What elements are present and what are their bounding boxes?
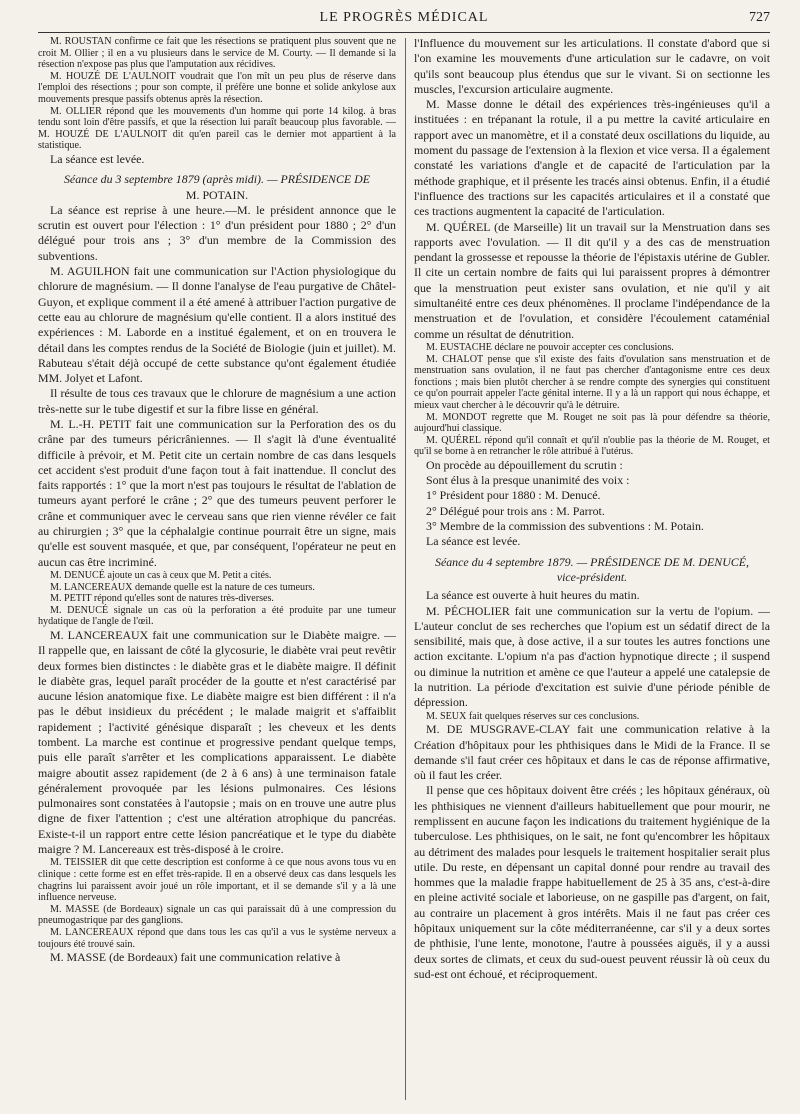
page-number: 727 — [749, 10, 770, 25]
paragraph: M. OLLIER répond que les mouvements d'un homme qui porte 14 kilog. à bras tendu sont loin d'être passifs, et que la résection lui paraît beaucoup plus favorable. — M. HOUZÉ DE L'AULNOIT dit qu'en pareil cas le dernier mot appartient à la statistique. — [38, 105, 396, 152]
paragraph: M. MONDOT regrette que M. Rouget ne soit pas là pour défendre sa théorie, aujourd'hui classique. — [414, 411, 770, 435]
section-heading: Séance du 4 septembre 1879. — PRÉSIDENCE DE M. DENUCÉ, vice-président. — [435, 554, 749, 584]
paragraph: La séance est reprise à une heure.—M. le président annonce que le scrutin est ouvert pour l'élection : 1° d'un président pour 1880 ; 2° d'un délégué pour trois ans ; 3° d'un membre de la Commission des subventions. — [38, 202, 396, 263]
paragraph: M. AGUILHON fait une communication sur l'Action physiologique du chlorure de magnésium. — Il donne l'analyse de l'eau purgative de Châtel-Guyon, et explique comment il a été amené à attribuer l'action purgative de cette eau au chlorure de magnésium qu'elle contient. Il a alors institué des expériences : M. Laborde en a institué également, et on en trouvera le détail dans les comptes rendus de la Société de Biologie (juin et juillet). M. Rabuteau s'était déjà occupé de cette substance qu'ont également étudiée MM. Jolyet et Lafont. — [38, 264, 396, 386]
paragraph: On procède au dépouillement du scrutin : — [426, 457, 623, 472]
paragraph: M. LANCEREAUX répond que dans tous les cas qu'il a vus le système nerveux a toujours été trouvé sain. — [38, 926, 396, 950]
paragraph: M. EUSTACHE déclare ne pouvoir accepter ces conclusions. — [426, 341, 674, 353]
paragraph: 2° Délégué pour trois ans : M. Parrot. — [426, 503, 605, 518]
paragraph: M. Masse donne le détail des expériences très-ingénieuses qu'il a instituées : en trépanant la rotule, il a pu mettre la cavité articulaire en rapport avec un manomètre, et il a constaté deux oscillations du liquide, au moment du passage de l'extension à la flexion et vice versa. Il a également constaté les variations d'angle et de capacité de l'articulation par la méthode graphique, et il présente les tracés ainsi obtenus. Enfin, il a étudié l'influence des tractions sur les capacités articulaires et il a constaté que ces tractions augmentent la capacité de l'articulation. — [414, 97, 770, 219]
paragraph: La séance est ouverte à huit heures du matin. — [426, 588, 640, 603]
right-column — [414, 36, 770, 1106]
paragraph: M. PETIT répond qu'elles sont de natures très-diverses. — [50, 593, 274, 605]
paragraph: M. ROUSTAN confirme ce fait que les résections se pratiquent plus souvent que ne croit M. Ollier ; il en a vu plusieurs dans le service de M. Courty. — Il demande si la résection n'expose pas plus que l'amputation aux récidives. — [38, 36, 396, 71]
paragraph: M. SEUX fait quelques réserves sur ces conclusions. — [426, 710, 640, 722]
paragraph: M. TEISSIER dit que cette description est conforme à ce que nous avons tous vu en clinique : cette forme est en effet très-rapide. Il en a observé deux cas dans lesquels les chagrins lui paraissent avoir joué un rôle important, et il se demande s'il y a là une influence nerveuse. — [38, 857, 396, 904]
column-divider — [405, 38, 406, 1100]
paragraph: Il résulte de tous ces travaux que le chlorure de magnésium a une action très-nette sur le tube digestif et sur la fibre lisse en général. — [38, 386, 396, 416]
paragraph: 3° Membre de la commission des subventions : M. Potain. — [426, 519, 704, 534]
paragraph: Sont élus à la presque unanimité des voix : — [426, 473, 630, 488]
paragraph: M. DE MUSGRAVE-CLAY fait une communication relative à la Création d'hôpitaux pour les phthisiques dans le Midi de la France. Il se demande s'il faut créer ces hôpitaux et dans le cas de réponse affirmative, où il faut les créer. — [414, 722, 770, 783]
paragraph: l'Influence du mouvement sur les articulations. Il constate d'abord que si l'on examine les mouvements d'une articulation sur le cadavre, on voit qu'ils sont beaucoup plus étendus que sur le vivant. Si on sectionne les muscles, l'excursion articulaire augmente. — [414, 36, 770, 96]
header-rule — [38, 32, 770, 33]
paragraph: M. MASSE (de Bordeaux) signale un cas qui paraissait dû à une compression du pneumogastrique par des ganglions. — [38, 903, 396, 927]
section-heading: Séance du 3 septembre 1879 (après midi). — PRÉSIDENCE DE M. POTAIN. — [63, 172, 370, 202]
paragraph: La séance est levée. — [426, 534, 521, 549]
paragraph: M. L.-H. PETIT fait une communication sur la Perforation des os du crâne par des tumeurs péricrâniennes. — Il s'agit là d'une éventualité difficile à prévoir, et M. Petit cite un certain nombre de cas dans lesquels cet accident s'est produit d'une façon tout à fait inattendue. Il conclut des faits rapportés : 1° que la mort n'est pas toujours le résultat de l'ablation de tumeurs ayant perforé le crâne ; 2° que des tumeurs peuvent perforer le crâne et communiquer avec le cerveau sans que rien vienne révéler ce fait au chirurgien ; 3° que la céphalalgie continue pourrait être un signe, mais qu'elle est souvent masquée, et que, par conséquent, l'opérateur ne peut en aucun cas être incriminé. — [38, 416, 396, 569]
paragraph: 1° Président pour 1880 : M. Denucé. — [426, 488, 601, 503]
running-header — [38, 4, 770, 40]
paragraph: La séance est levée. — [50, 151, 145, 166]
paragraph: M. CHALOT pense que s'il existe des faits d'ovulation sans menstruation et de menstruation sans ovulation, il ne faut pas chercher d'antagonisme entre ces deux fonctions ; mais bien plutôt chercher à se rendre compte des synergies qui constituent ce qu'on pourrait appeler l'acte génital interne. Il y a là un rapport qui nous échappe, et mieux vaut chercher à le découvrir qu'à le détruire. — [414, 353, 770, 411]
paragraph: M. QUÉREL (de Marseille) lit un travail sur la Menstruation dans ses rapports avec l'ovulation. — Il dit qu'il y a des cas de menstruation pendant la grossesse et repousse la théorie de l'épistaxis utérine de Gubler. Il cite un certain nombre de faits qui lui paraissent propres à démontrer que la menstruation peut exister sans ovulation, et nie qu'il y ait simultanéité entre ces deux phénomènes. Il proclame l'indépendance de la menstruation et de l'ovulation, et considère l'écoulement cataménial comme un résultat de dénutrition. — [414, 219, 770, 341]
journal-title: LE PROGRÈS MÉDICAL — [319, 10, 489, 25]
left-column — [38, 36, 396, 1106]
paragraph: M. LANCEREAUX fait une communication sur le Diabète maigre. — Il rappelle que, en laissant de côté la glycosurie, le diabète vrai peut revêtir deux formes bien distinctes : le diabète gras et le diabète maigre. Il définit le diabète gras, lequel paraît procéder de la goutte et n'est caractérisé par aucune lésion anatomique fixe. Le diabète maigre est bien différent : il n'a pas le début insidieux du précédent ; le malade maigrit et s'affaiblit rapidement ; l'activité génésique disparaît ; les cheveux et les dents tombent. La marche est continue et progressive pendant quelque temps, puis elle paraît s'arrêter et les complications apparaissent. Le diabète maigre aboutit assez rapidement (de 2 à 6 ans) à une terminaison fatale généralement provoquée par les lésions pulmonaires. Ces lésions pulmonaires sont constatées à l'autopsie ; mais on en trouve une autre plus digne de fixer l'attention ; c'est une altération atrophique du pancréas. Existe-t-il un rapport entre cette lésion pancréatique et le type du diabète maigre ? M. Lancereaux est très-disposé à le croire. — [38, 627, 396, 857]
paragraph: M. MASSE (de Bordeaux) fait une communication relative à — [50, 950, 341, 965]
paragraph: M. LANCEREAUX demande quelle est la nature de ces tumeurs. — [50, 581, 315, 593]
paragraph: M. DENUCÉ signale un cas où la perforation a été produite par une tumeur hydatique de l'angle de l'œil. — [38, 604, 396, 628]
paragraph: Il pense que ces hôpitaux doivent être créés ; les hôpitaux généraux, où les phthisiques ne viennent d'ailleurs habituellement que pour mourir, ne remplissent en aucune façon les indications du traitement hygiénique de la tuberculose. Les phthisiques, on le sait, ne font qu'encombrer les hôpitaux au détriment des malades pour lesquels le traitement hospitalier serait plus utile. Du reste, en dépensant un capital donné pour rendre au travail des hommes que la maladie frappe habituellement de 25 à 35 ans, c'est-à-dire en pleine activité sociale et laborieuse, on ne gaspille pas d'argent, on fait, au contraire un placement à gros intérêts. Mais il ne faut pas créer ces hôpitaux uniquement sur la côte méditerranéenne, car s'il y a deux sortes de phthisie, l'une lente, monotone, l'autre à poussées aiguës, il y a aussi deux sortes de climats, et ceux du sud-ouest peuvent réussir là où ceux du sud-est ont échoué, et réciproquement. — [414, 783, 770, 981]
paragraph: M. DENUCÉ ajoute un cas à ceux que M. Petit a cités. — [50, 569, 272, 581]
paragraph: M. HOUZÉ DE L'AULNOIT voudrait que l'on mît un peu plus de réserve dans l'emploi des résections ; pour son compte, il préfère une bonne et solide ankylose aux mouvements presque passifs obtenus après la résection. — [38, 70, 396, 105]
paragraph: M. PÉCHOLIER fait une communication sur la vertu de l'opium. — L'auteur conclut de ses recherches que l'opium est un sédatif direct de la sensibilité, mais que, à dose active, il a sur toutes les autres fonctions une action excitante. L'opium n'a pas d'action hypnotique directe ; il suspend ou diminue la nutrition et amène ce que l'auteur a appelé une catalepsie de la nutrition. La période d'excitation est suivie d'une période pénible de dépression. — [414, 603, 770, 710]
paragraph: M. QUÉREL répond qu'il connaît et qu'il n'oublie pas la théorie de M. Rouget, et qu'il se borne à en retrancher le rôle attribué à l'utérus. — [414, 434, 770, 458]
